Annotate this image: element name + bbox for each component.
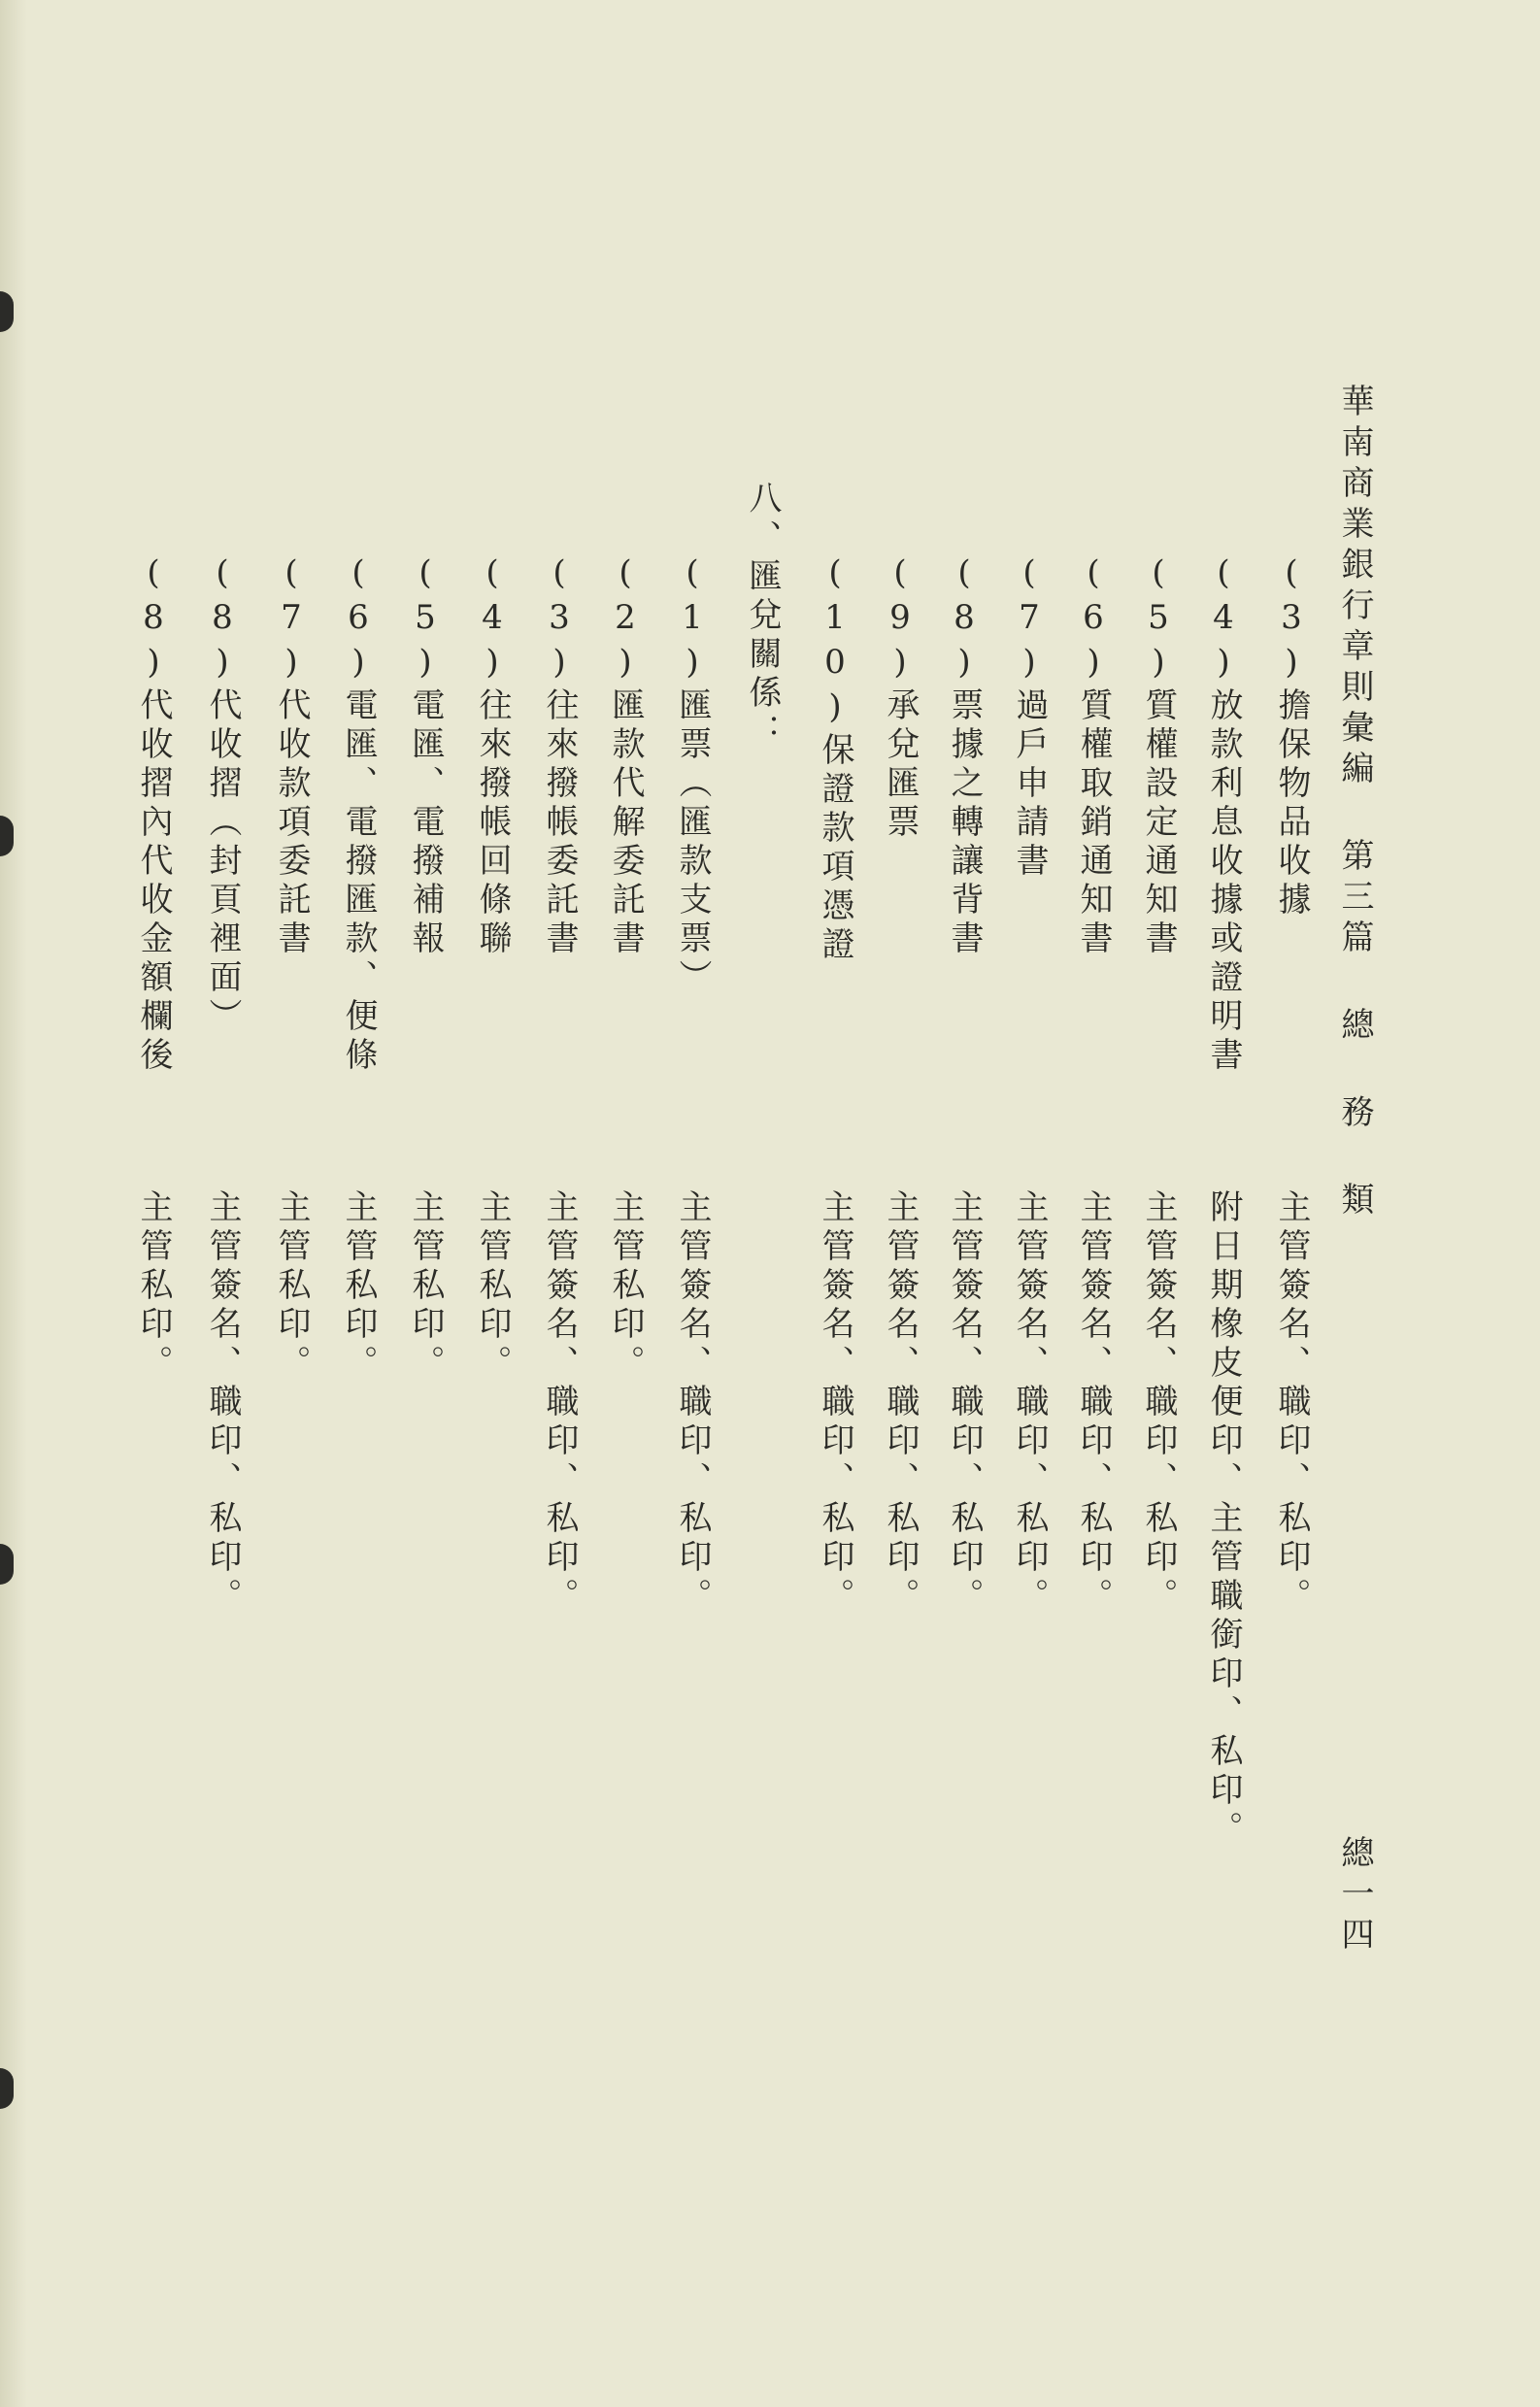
section-item-name: (5)電匯、電撥補報 <box>406 553 445 959</box>
item-signature: 主管簽名、職印、私印。 <box>881 1189 920 1617</box>
section-item-signature: 主管私印。 <box>339 1189 378 1384</box>
section-item-name: (7)代收款項委託書 <box>272 553 311 959</box>
item-signature: 附日期橡皮便印、主管職銜印、私印。 <box>1204 1189 1243 1850</box>
section-item-name: (1)匯票（匯款支票） <box>673 553 712 998</box>
section-item-signature: 主管私印。 <box>473 1189 512 1384</box>
section-item-signature: 主管私印。 <box>134 1189 173 1384</box>
page-number: 總一四 <box>1335 1835 1374 1957</box>
item-name: (5)質權設定通知書 <box>1139 553 1178 959</box>
section-item-name: (8)代收摺（封頁裡面） <box>203 553 242 1037</box>
page-edge <box>0 0 27 2407</box>
item-name: (3)擔保物品收據 <box>1272 553 1311 920</box>
section-item-name: (2)匯款代解委託書 <box>606 553 645 959</box>
item-name: (4)放款利息收據或證明書 <box>1204 553 1243 1076</box>
section-item-name: (3)往來撥帳委託書 <box>540 553 579 959</box>
section-item-name: (8)代收摺內代收金額欄後 <box>134 553 173 1076</box>
section-heading: 八、匯兌關係： <box>743 481 782 752</box>
item-name: (6)質權取銷通知書 <box>1074 553 1113 959</box>
item-signature: 主管簽名、職印、私印。 <box>1272 1189 1311 1617</box>
item-name: (10)保證款項憑證 <box>816 553 854 965</box>
item-signature: 主管簽名、職印、私印。 <box>1139 1189 1178 1617</box>
item-signature: 主管簽名、職印、私印。 <box>1010 1189 1049 1617</box>
section-item-signature: 主管簽名、職印、私印。 <box>540 1189 579 1617</box>
section-item-signature: 主管簽名、職印、私印。 <box>673 1189 712 1617</box>
section-item-signature: 主管私印。 <box>272 1189 311 1384</box>
section-item-name: (4)往來撥帳回條聯 <box>473 553 512 959</box>
item-signature: 主管簽名、職印、私印。 <box>816 1189 854 1617</box>
running-title: 華南商業銀行章則彙編 第三篇 總 務 類 <box>1335 384 1374 1222</box>
item-signature: 主管簽名、職印、私印。 <box>1074 1189 1113 1617</box>
section-item-name: (6)電匯、電撥匯款、便條 <box>339 553 378 1076</box>
item-signature: 主管簽名、職印、私印。 <box>945 1189 984 1617</box>
item-name: (8)票據之轉讓背書 <box>945 553 984 959</box>
section-item-signature: 主管簽名、職印、私印。 <box>203 1189 242 1617</box>
section-item-signature: 主管私印。 <box>406 1189 445 1384</box>
section-item-signature: 主管私印。 <box>606 1189 645 1384</box>
item-name: (7)過戶申請書 <box>1010 553 1049 882</box>
item-name: (9)承兌匯票 <box>881 553 920 843</box>
